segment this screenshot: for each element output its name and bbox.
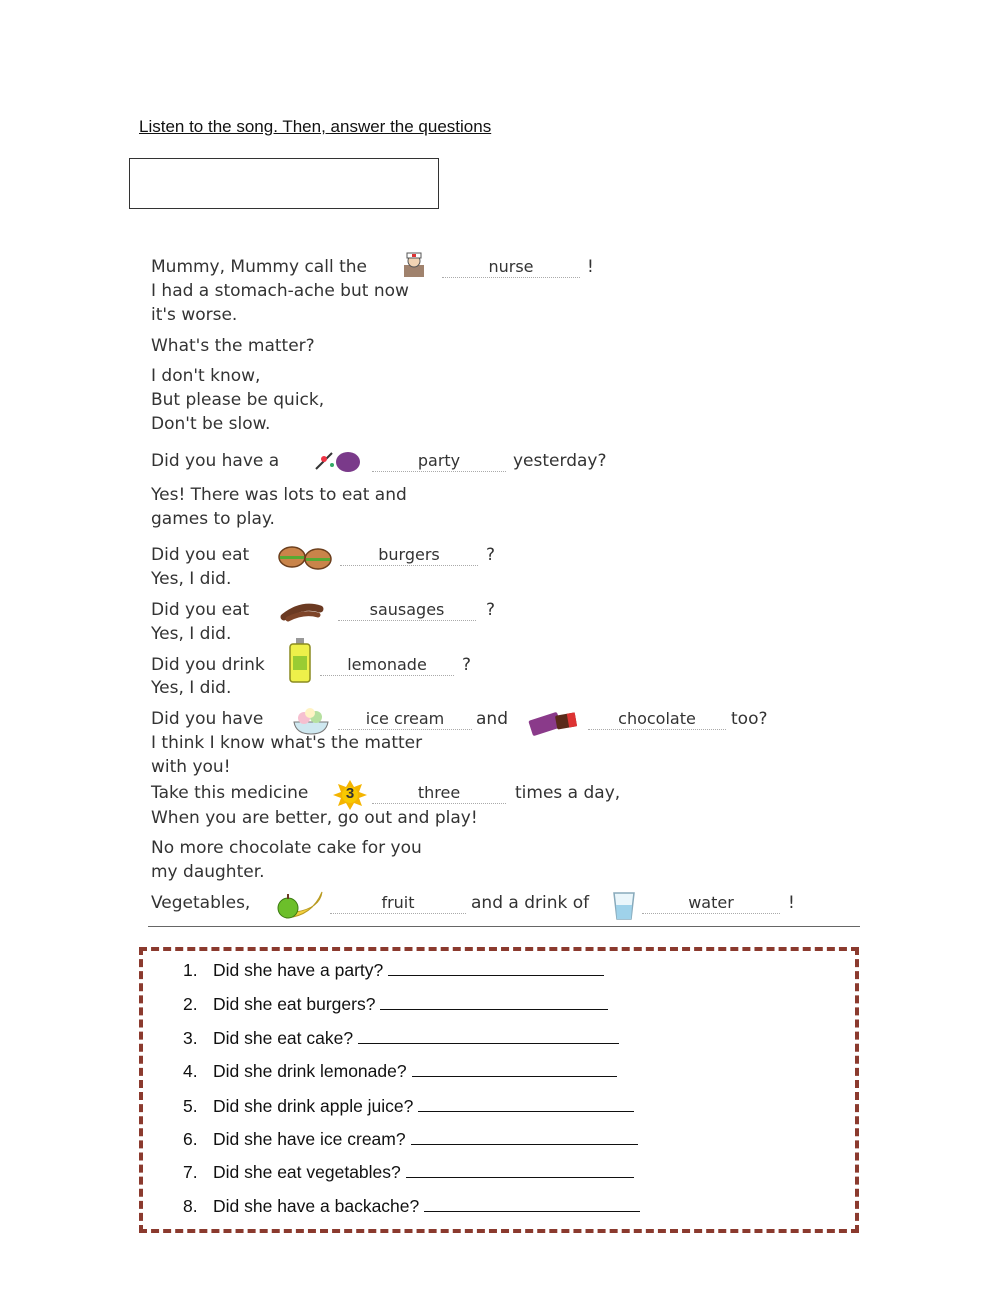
- song-line-3: it's worse.: [151, 305, 238, 325]
- answer-party[interactable]: party: [372, 451, 506, 472]
- song-line-1-end: !: [587, 257, 594, 277]
- song-line-15: Did you drink: [151, 655, 265, 675]
- question-number: 5.: [183, 1096, 198, 1116]
- question-text: Did she have ice cream?: [213, 1129, 406, 1149]
- song-line-10: games to play.: [151, 509, 275, 529]
- answer-burgers[interactable]: burgers: [340, 545, 478, 566]
- question-text: Did she drink lemonade?: [213, 1061, 407, 1081]
- song-line-8-end: yesterday?: [513, 451, 607, 471]
- song-line-4: What's the matter?: [151, 336, 315, 356]
- ice-cream-icon: [292, 708, 330, 736]
- song-line-14: Yes, I did.: [151, 624, 232, 644]
- question-number: 8.: [183, 1196, 198, 1216]
- lemonade-icon: [288, 638, 312, 684]
- song-line-24: Vegetables,: [151, 893, 251, 913]
- answer-line[interactable]: [380, 993, 608, 1010]
- song-line-9: Yes! There was lots to eat and: [151, 485, 407, 505]
- song-line-5: I don't know,: [151, 366, 261, 386]
- question-number: 3.: [183, 1028, 198, 1048]
- question-3: [183, 1027, 619, 1049]
- question-1: [183, 959, 604, 981]
- chocolate-icon: [528, 708, 580, 736]
- divider-line: [148, 926, 860, 927]
- song-line-13: Did you eat: [151, 600, 250, 620]
- nurse-icon: [398, 251, 430, 279]
- burger-icon: [278, 543, 332, 573]
- question-text: Did she have a backache?: [213, 1196, 420, 1216]
- question-4: [183, 1060, 617, 1082]
- number-three-icon: [333, 780, 367, 810]
- question-number: 7.: [183, 1162, 198, 1182]
- question-number: 2.: [183, 994, 198, 1014]
- answer-sausages[interactable]: sausages: [338, 600, 476, 621]
- song-line-18: I think I know what's the matter: [151, 733, 423, 753]
- answer-line[interactable]: [406, 1161, 634, 1178]
- song-line-8: Did you have a: [151, 451, 280, 471]
- questions-box: [139, 947, 859, 1233]
- question-number: 6.: [183, 1129, 198, 1149]
- sausage-icon: [282, 599, 324, 623]
- number-three-badge: 3: [345, 785, 355, 802]
- question-text: Did she have a party?: [213, 960, 384, 980]
- song-line-24-end: !: [788, 893, 795, 913]
- answer-line[interactable]: [424, 1195, 640, 1212]
- song-line-21: When you are better, go out and play!: [151, 808, 478, 828]
- question-2: [183, 993, 608, 1015]
- question-text: Did she eat cake?: [213, 1028, 354, 1048]
- song-line-19: with you!: [151, 757, 231, 777]
- song-line-16: Yes, I did.: [151, 678, 232, 698]
- question-number: 1.: [183, 960, 198, 980]
- answer-ice-cream[interactable]: ice cream: [338, 709, 472, 730]
- answer-lemonade[interactable]: lemonade: [320, 655, 454, 676]
- fruit-icon: [272, 888, 324, 922]
- answer-three[interactable]: three: [372, 783, 506, 804]
- answer-line[interactable]: [411, 1128, 638, 1145]
- song-line-22: No more chocolate cake for you: [151, 838, 422, 858]
- song-line-6: But please be quick,: [151, 390, 325, 410]
- question-5: [183, 1095, 634, 1117]
- audio-player-box[interactable]: [129, 158, 439, 209]
- question-number: 4.: [183, 1061, 198, 1081]
- song-line-1: Mummy, Mummy call the: [151, 257, 367, 277]
- question-7: [183, 1161, 634, 1183]
- song-line-13-end: ?: [486, 600, 496, 620]
- song-line-12: Yes, I did.: [151, 569, 232, 589]
- answer-line[interactable]: [418, 1095, 634, 1112]
- answer-fruit[interactable]: fruit: [330, 893, 466, 914]
- answer-water[interactable]: water: [642, 893, 780, 914]
- answer-line[interactable]: [388, 959, 604, 976]
- song-line-17-end: too?: [731, 709, 768, 729]
- party-icon: [312, 447, 364, 475]
- song-line-15-end: ?: [462, 655, 472, 675]
- song-line-11-end: ?: [486, 545, 496, 565]
- song-line-7: Don't be slow.: [151, 414, 271, 434]
- question-8: [183, 1195, 640, 1217]
- song-line-17-and: and: [476, 709, 508, 729]
- answer-chocolate[interactable]: chocolate: [588, 709, 726, 730]
- answer-nurse[interactable]: nurse: [442, 257, 580, 278]
- song-line-2: I had a stomach-ache but now: [151, 281, 409, 301]
- song-line-20-end: times a day,: [515, 783, 621, 803]
- song-line-24-mid: and a drink of: [471, 893, 590, 913]
- question-text: Did she eat burgers?: [213, 994, 376, 1014]
- water-glass-icon: [612, 891, 636, 921]
- song-line-23: my daughter.: [151, 862, 265, 882]
- question-text: Did she drink apple juice?: [213, 1096, 414, 1116]
- question-text: Did she eat vegetables?: [213, 1162, 401, 1182]
- answer-line[interactable]: [358, 1027, 619, 1044]
- song-line-11: Did you eat: [151, 545, 250, 565]
- song-line-17: Did you have: [151, 709, 264, 729]
- song-line-20: Take this medicine: [151, 783, 309, 803]
- page-title: Listen to the song. Then, answer the questions: [139, 117, 492, 136]
- answer-line[interactable]: [412, 1060, 617, 1077]
- question-6: [183, 1128, 638, 1150]
